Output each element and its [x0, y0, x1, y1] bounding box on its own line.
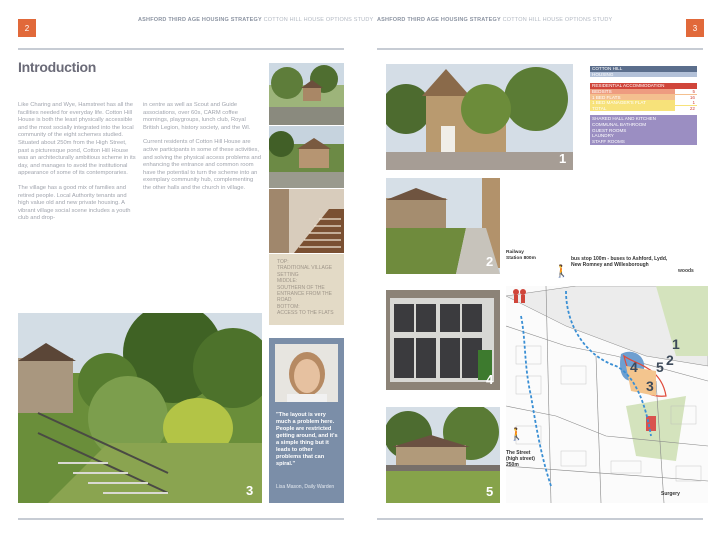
table-cell: STAFF ROOMS [592, 138, 625, 144]
table-row [590, 94, 697, 100]
photo-2-lawn-and-path [386, 178, 500, 274]
right-running-head-light: COTTON HILL HOUSE OPTIONS STUDY [502, 17, 613, 23]
intro-paragraph: Current residents of Cotton Hill House are active participants in some of these activities, and solving the physical access problems and enhancing the entrance and common room have the potential to turn the scheme into an exemplary community hub, complementing the other halls and the church in village. [143, 139, 261, 191]
table-row [590, 127, 697, 133]
photo-entrance-from-road [269, 126, 344, 188]
photo-garden-steps [18, 313, 262, 503]
person-icon: 🚶 [509, 427, 524, 441]
table-section-row [590, 83, 697, 89]
photo-access-to-flats [269, 189, 344, 253]
table-row [590, 122, 697, 128]
map-site-number: 3 [646, 378, 654, 394]
intro-column-1 [18, 102, 136, 230]
table-cell: COMMUNAL BATHROOM [592, 122, 647, 128]
photo-number: 3 [246, 483, 254, 498]
table-cell: 1 BED MANAGER'S FLAT [592, 100, 646, 106]
table-row [590, 89, 697, 95]
caption-line: BOTTOM: [277, 303, 300, 310]
caption-line: ACCESS TO THE FLATS [277, 310, 334, 317]
table-header-row [590, 66, 697, 72]
map-label-high-street: The Street (high street) 250m [506, 450, 535, 468]
caption-line: MIDDLE: [277, 278, 298, 285]
map-site-number: 1 [672, 336, 680, 352]
table-cell: 1 [675, 100, 697, 105]
photo-number: 2 [486, 254, 494, 269]
left-page-number: 2 [18, 19, 36, 37]
table-cell: GUEST ROOMS [592, 127, 627, 133]
person-icon: 🚶 [554, 264, 569, 278]
table-row [590, 100, 697, 106]
left-running-head-light: COTTON HILL HOUSE OPTIONS STUDY [263, 17, 374, 23]
photo-4-entrance-doors [386, 290, 500, 390]
table-cell: 1 BED FLATS [592, 94, 621, 100]
map-label-surgery: Surgery [661, 491, 680, 497]
quote-box [269, 338, 344, 503]
table-row [590, 106, 697, 112]
photo-number: 4 [486, 372, 494, 387]
table-cell: 5 [675, 89, 697, 94]
facilities-block [590, 115, 697, 145]
table-cell: TOTAL [592, 105, 607, 111]
table-cell: 22 [675, 106, 697, 111]
table-cell: LAUNDRY [592, 133, 614, 139]
photo-number: 1 [559, 151, 567, 166]
photo-village-setting [269, 63, 344, 125]
photo-caption-box [269, 254, 344, 325]
caption-line: TOP: [277, 259, 289, 265]
table-cell: RESIDENTIAL ACCOMMODATION [592, 83, 665, 89]
right-bottom-rule [377, 518, 703, 520]
left-running-head [138, 17, 373, 23]
photo-number: 5 [486, 484, 494, 499]
intro-paragraph: Like Charing and Wye, Hamstreet has all the facilities needed for everyday life. Cotton Hill House is both the least physically accessible and the most socially integrated into the local community of the eight schemes studied. Situated about 250m from the High Street, past a picturesque pond, Cotton Hill House was an architecturally ambitious scheme in its day, and manages to avoid the institutional appearance of some of its contemporaries. [18, 102, 136, 177]
quote-attribution: Lisa Mason, Daily Warden [276, 484, 335, 490]
right-running-head-bold: ASHFORD THIRD AGE HOUSING STRATEGY [377, 17, 501, 23]
photo-1-building-frontage [386, 64, 573, 170]
table-cell: BEDSITS [592, 89, 612, 95]
right-page-number: 3 [686, 19, 704, 37]
table-row [590, 133, 697, 139]
table-row [590, 139, 697, 145]
table-cell: SHARED HALL AND KITCHEN [592, 116, 656, 122]
photo-warden-portrait [275, 344, 338, 402]
table-cell: COTTON HILL [592, 66, 623, 72]
accommodation-table [590, 66, 697, 145]
table-row [590, 116, 697, 122]
map-label-railway-station: Railway Station 800m [506, 250, 536, 261]
table-header-row [590, 72, 697, 78]
photo-5-street-view [386, 407, 500, 503]
map-site-number: 4 [630, 359, 638, 375]
left-top-rule [18, 48, 344, 50]
right-top-rule [377, 48, 703, 50]
right-running-head [377, 17, 612, 23]
intro-paragraph: in centre as well as Scout and Guide associations, over 60s, CARM coffee mornings, playgroups, lunch club, Royal British Legion, history society, and the WI. [143, 102, 251, 131]
quote-text: "The layout is very much a problem here. People are restricted getting around, and it's a simple thing but it leads to other problems that can spiral." [276, 412, 338, 467]
intro-paragraph: The village has a good mix of families and retired people. Local Authority tenants and high value old and new private housing. A vibrant village social scene includes a youth club and drop- [18, 184, 131, 222]
map-site-number: 2 [666, 352, 674, 368]
intro-column-2 [143, 102, 261, 200]
table-cell: HOUSING [592, 71, 614, 77]
table-cell: 16 [675, 95, 697, 100]
left-bottom-rule [18, 518, 344, 520]
caption-line: SOUTHERN OF THE ENTRANCE FROM THE ROAD [277, 284, 332, 304]
site-location-map [506, 286, 708, 503]
map-label-bus-stop: bus stop 100m - buses to Ashford, Lydd, New Romney and Willesborough [571, 256, 668, 268]
left-running-head-bold: ASHFORD THIRD AGE HOUSING STRATEGY [138, 17, 262, 23]
map-site-number: 5 [656, 359, 664, 375]
caption-line: TRADITIONAL VILLAGE SETTING [277, 265, 333, 278]
page-title: Introduction [18, 59, 97, 75]
map-label-woods: woods [678, 268, 694, 274]
